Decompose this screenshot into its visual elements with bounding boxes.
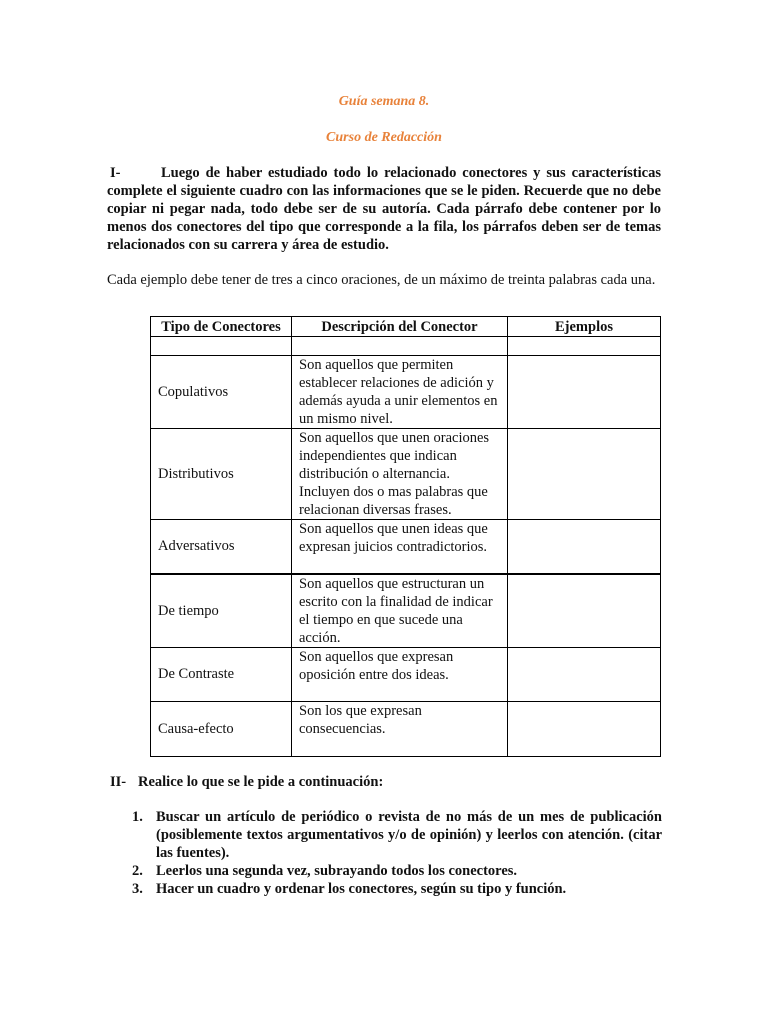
descripcion-cell: Son aquellos que unen ideas que expresan juicios contradictorios. bbox=[292, 520, 508, 574]
list-item bbox=[132, 862, 662, 880]
ejemplos-cell[interactable] bbox=[508, 647, 661, 701]
table-cell[interactable] bbox=[508, 337, 661, 356]
ejemplos-cell[interactable] bbox=[508, 520, 661, 574]
table-row bbox=[151, 647, 661, 701]
section-2-text: Realice lo que se le pide a continuación: bbox=[138, 774, 384, 790]
descripcion-cell: Son aquellos que permiten establecer relaciones de adición y además ayuda a unir elementos en un mismo nivel. bbox=[292, 356, 508, 429]
header-ejemplos: Ejemplos bbox=[508, 317, 661, 337]
table-row bbox=[151, 701, 661, 756]
table-cell[interactable] bbox=[151, 337, 292, 356]
table-cell[interactable] bbox=[292, 337, 508, 356]
section-1-note: Cada ejemplo debe tener de tres a cinco oraciones, de un máximo de treinta palabras cada una. bbox=[107, 272, 656, 288]
tipo-cell: Adversativos bbox=[151, 520, 292, 574]
tipo-cell: De Contraste bbox=[151, 647, 292, 701]
ejemplos-cell[interactable] bbox=[508, 701, 661, 756]
tipo-cell: Causa-efecto bbox=[151, 701, 292, 756]
list-marker: 3. bbox=[132, 881, 143, 897]
list-item bbox=[132, 808, 662, 862]
descripcion-cell: Son aquellos que expresan oposición entre dos ideas. bbox=[292, 647, 508, 701]
tipo-cell: Copulativos bbox=[151, 356, 292, 429]
descripcion-cell: Son los que expresan consecuencias. bbox=[292, 701, 508, 756]
page-title: Guía semana 8. bbox=[338, 94, 430, 109]
course-title: Curso de Redacción bbox=[326, 130, 442, 145]
list-marker: 2. bbox=[132, 863, 143, 879]
ejemplos-cell[interactable] bbox=[508, 429, 661, 520]
header-tipo: Tipo de Conectores bbox=[151, 317, 292, 337]
table-row bbox=[151, 574, 661, 648]
list-marker: 1. bbox=[132, 809, 143, 825]
table-row-empty bbox=[151, 337, 661, 356]
header-descripcion: Descripción del Conector bbox=[292, 317, 508, 337]
section-2-number: II- bbox=[110, 774, 127, 790]
list-item-text: Leerlos una segunda vez, subrayando todos los conectores. bbox=[156, 863, 518, 879]
ejemplos-cell[interactable] bbox=[508, 574, 661, 648]
table-row bbox=[151, 520, 661, 574]
descripcion-cell: Son aquellos que unen oraciones independientes que indican distribución o alternancia. Incluyen dos o mas palabras que relacionan diversas frases. bbox=[292, 429, 508, 520]
tipo-cell: Distributivos bbox=[151, 429, 292, 520]
list-item-text: Buscar un artículo de periódico o revista de no más de un mes de publicación (posiblemente textos argumentativos y/o de opinión) y leerlos con atención. (citar las fuentes). bbox=[156, 809, 662, 861]
section-2-heading bbox=[110, 773, 383, 791]
table-row bbox=[151, 356, 661, 429]
table-header-row bbox=[151, 317, 661, 337]
section-1-number: I- bbox=[110, 165, 121, 181]
table-row bbox=[151, 429, 661, 520]
list-item bbox=[132, 880, 662, 898]
section-1-instructions bbox=[107, 164, 661, 254]
list-item-text: Hacer un cuadro y ordenar los conectores, según su tipo y función. bbox=[156, 881, 567, 897]
tipo-cell: De tiempo bbox=[151, 574, 292, 648]
ejemplos-cell[interactable] bbox=[508, 356, 661, 429]
connectors-table bbox=[150, 316, 661, 757]
task-list bbox=[132, 808, 662, 898]
descripcion-cell: Son aquellos que estructuran un escrito con la finalidad de indicar el tiempo en que sucede una acción. bbox=[292, 574, 508, 648]
section-1-text: Luego de haber estudiado todo lo relacionado conectores y sus características complete el siguiente cuadro con las informaciones que se le piden. Recuerde que no debe copiar ni pegar nada, todo debe ser de su autoría. Cada párrafo debe contener por lo menos dos conectores del tipo que corresponde a la fila, los párrafos deben ser de temas relacionados con su carrera y área de estudio. bbox=[107, 165, 661, 253]
